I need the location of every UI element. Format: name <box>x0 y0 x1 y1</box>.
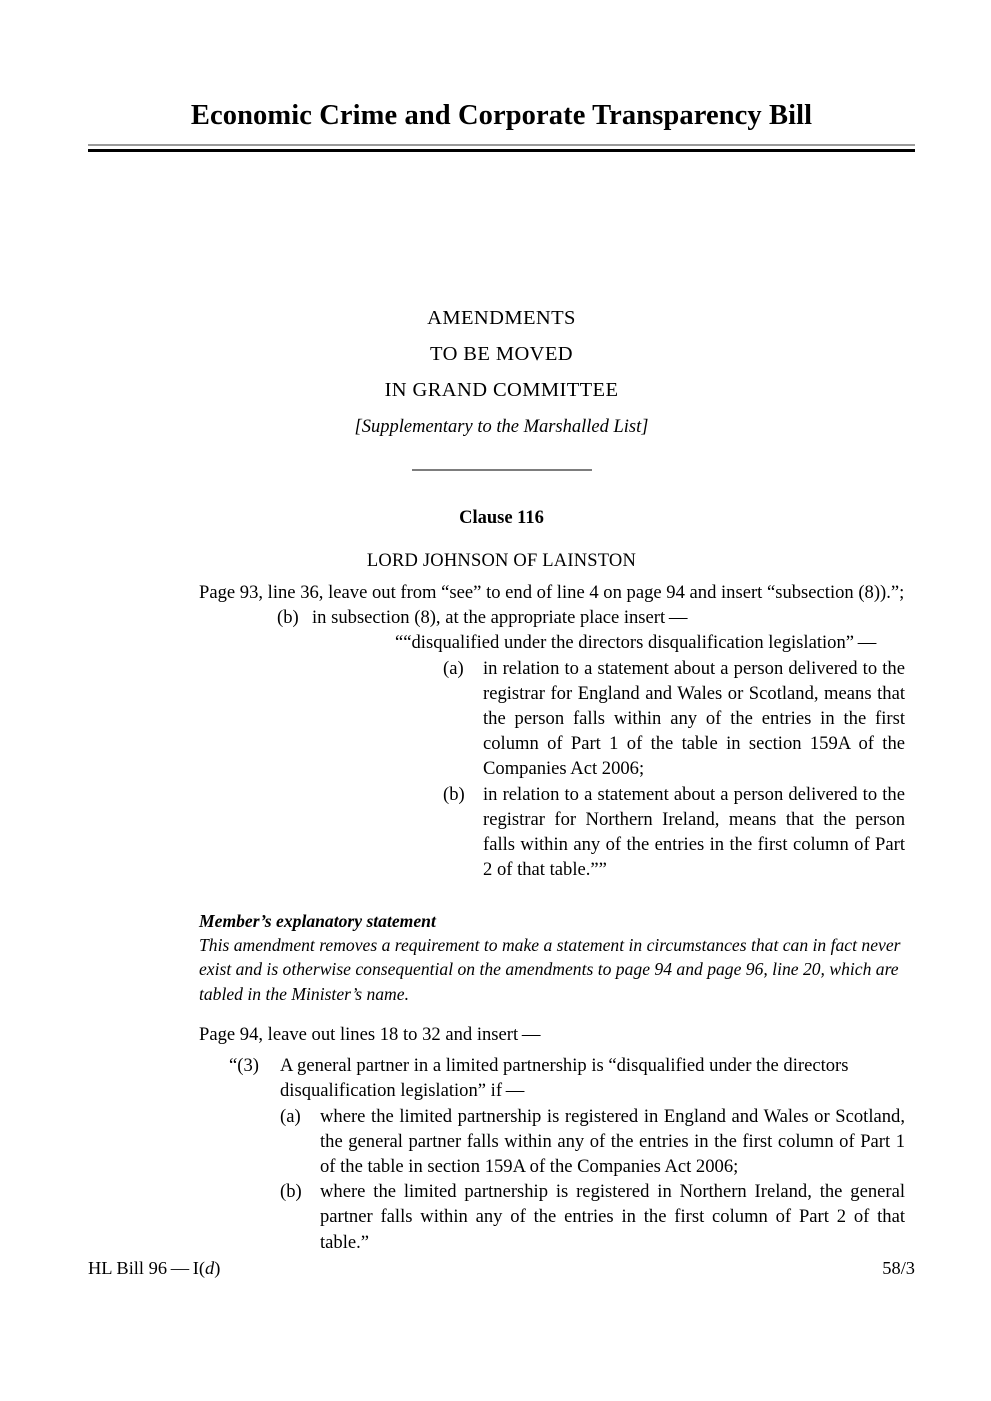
title-rule-thin <box>88 144 915 146</box>
page-reference: 58/3 <box>882 1258 915 1278</box>
list-item-text: in relation to a statement about a person delivered to the registrar for England and Wales or Scotland, means that the person falls within any of the entries in the first column of Part 1 of the table in section 159A of the Companies Act 2006; <box>483 657 905 780</box>
heading-to-be-moved: TO BE MOVED <box>430 343 573 365</box>
clause-heading: Clause 116 <box>459 508 544 528</box>
sponsor-name: LORD JOHNSON OF LAINSTON <box>366 551 637 571</box>
heading-in-grand-committee: IN GRAND COMMITTEE <box>384 379 619 401</box>
list-marker: “(3) <box>229 1055 259 1077</box>
list-item-text: where the limited partnership is registered in England and Wales or Scotland, the general partner falls within any of the entries in the first column of Part 1 of the table in section 159A of the Companies Act 2006; <box>320 1105 905 1178</box>
amendment-2-block <box>199 1022 905 1255</box>
list-item-text: A general partner in a limited partnership is “disqualified under the directors disqualification legislation” if — <box>280 1055 849 1102</box>
title-block <box>88 100 915 152</box>
page-footer <box>88 1258 915 1279</box>
amendment-2-item-3 <box>229 1053 905 1103</box>
amendment-1-definition-wrap <box>395 630 905 655</box>
bill-number-letter: d <box>205 1258 215 1278</box>
list-marker: (a) <box>280 1105 301 1127</box>
bill-number <box>88 1258 220 1279</box>
amendment-1-sub-a <box>443 656 905 782</box>
list-marker: (b) <box>277 607 299 629</box>
amendment-1-sub-b <box>443 782 905 883</box>
heading-block <box>88 300 915 471</box>
heading-amendments: AMENDMENTS <box>427 307 576 329</box>
amendment-1-lead: Page 93, line 36, leave out from “see” to end of line 4 on page 94 and insert “subsection (8)).”; <box>199 582 905 603</box>
amendment-1-definition: ““disqualified under the directors disqualification legislation” — <box>395 632 877 654</box>
list-marker: (b) <box>443 783 465 805</box>
heading-subtitle: [Supplementary to the Marshalled List] <box>354 417 649 437</box>
amendment-2-sub-a <box>280 1104 905 1180</box>
bill-number-prefix: HL Bill 96 — I( <box>88 1258 206 1278</box>
title-rule-thick <box>88 149 915 152</box>
explanatory-statement-text: This amendment removes a requirement to make a statement in circumstances that can in fact never exist and is otherwise consequential on the amendments to page 94 and page 96, line 20, which are tabled in the Minister’s name. <box>199 935 901 1004</box>
list-item-text: in subsection (8), at the appropriate place insert — <box>312 607 688 629</box>
page-title: Economic Crime and Corporate Transparency Bill <box>190 100 813 131</box>
amendment-1-item-b <box>277 605 905 630</box>
explanatory-statement-heading: Member’s explanatory statement <box>199 911 436 931</box>
amendment-2-sub-b <box>280 1179 905 1255</box>
explanatory-statement-block <box>199 909 905 1006</box>
list-item-text: in relation to a statement about a person delivered to the registrar for Northern Ireland, means that the person falls within any of the entries in the first column of Part 2 of that table.”” <box>483 783 905 881</box>
divider-rule <box>412 469 592 471</box>
list-item-text: where the limited partnership is registered in Northern Ireland, the general partner falls within any of the entries in the first column of Part 2 of that table.” <box>320 1181 905 1253</box>
list-marker: (b) <box>280 1181 302 1203</box>
amendment-2-lead: Page 94, leave out lines 18 to 32 and insert — <box>199 1024 541 1045</box>
list-marker: (a) <box>443 657 464 679</box>
amendment-1-block <box>199 580 905 882</box>
bill-number-suffix: ) <box>214 1258 221 1278</box>
